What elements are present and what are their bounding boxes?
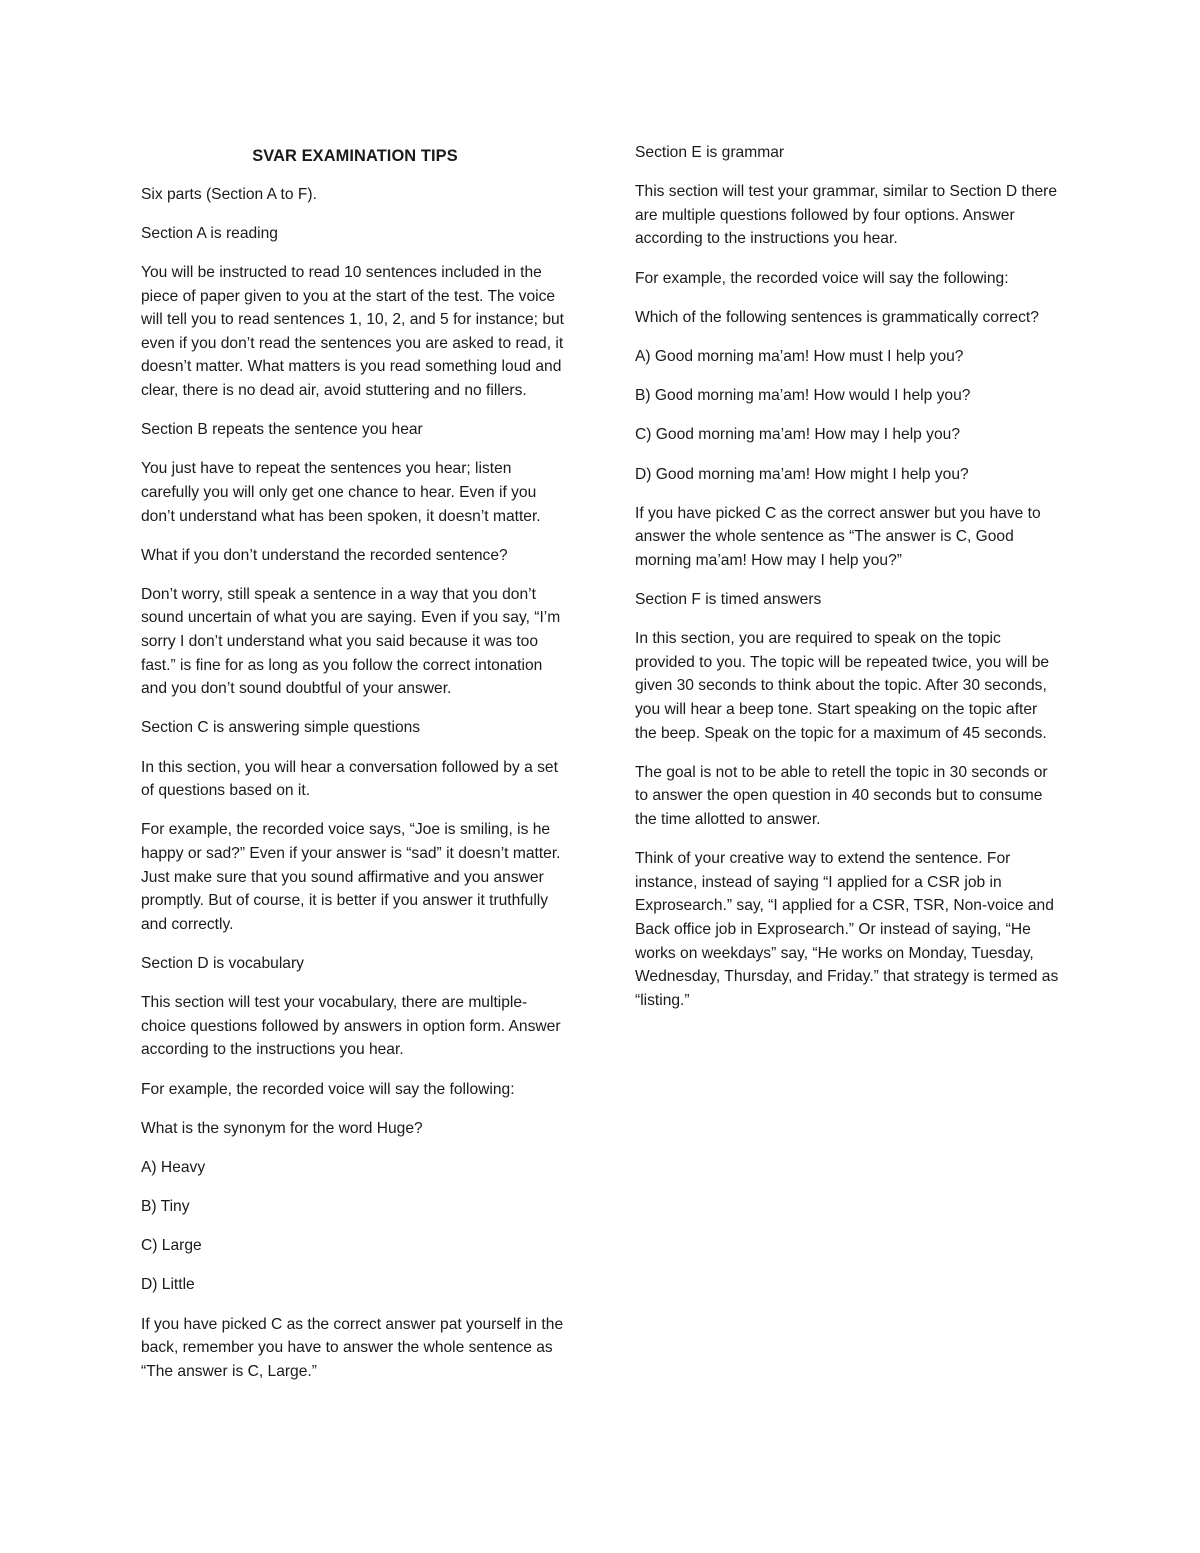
section-e-option-b: B) Good morning ma’am! How would I help you? <box>635 387 971 405</box>
section-e-heading: Section E is grammar <box>635 144 785 161</box>
intro-paragraph: Six parts (Section A to F). <box>141 185 317 203</box>
right-column <box>635 141 1063 1028</box>
left-column <box>141 141 569 1399</box>
section-d-option-b: B) Tiny <box>141 1198 190 1216</box>
section-f-strategy-paragraph: Think of your creative way to extend the sentence. For instance, instead of saying “I applied for a CSR job in Exprosearch.” say, “I applied for a CSR, TSR, Non-voice and Back office job in Exprosearch.” Or instead of saying, “He works on weekdays” say, “He works on Monday, Tuesday, Wednesday, Thursday, and Friday.” that strategy is termed as “listing.” <box>635 850 1059 1009</box>
section-e-option-d: D) Good morning ma’am! How might I help you? <box>635 465 969 483</box>
section-e-example-intro: For example, the recorded voice will say the following: <box>635 269 1009 287</box>
section-d-question: What is the synonym for the word Huge? <box>141 1119 423 1137</box>
section-d-heading: Section D is vocabulary <box>141 954 304 972</box>
section-e-paragraph: This section will test your grammar, similar to Section D there are multiple questions followed by four options. Answer according to the instructions you hear. <box>635 183 1058 248</box>
section-b-question: What if you don’t understand the recorded sentence? <box>141 546 508 564</box>
section-d-option-d: D) Little <box>141 1276 195 1294</box>
section-a-heading: Section A is reading <box>141 224 278 242</box>
section-b-answer-paragraph: Don’t worry, still speak a sentence in a way that you don’t sound uncertain of what you are saying. Even if you say, “I’m sorry I don’t understand what you said because it was too fast.” is fine for as long as you follow the correct intonation and you don’t sound doubtful of your answer. <box>141 585 561 698</box>
section-f-goal-paragraph: The goal is not to be able to retell the topic in 30 seconds or to answer the open question in 40 seconds but to consume the time allotted to answer. <box>635 763 1048 828</box>
document-title: SVAR EXAMINATION TIPS <box>252 147 458 165</box>
section-c-heading: Section C is answering simple questions <box>141 719 421 737</box>
section-c-example-paragraph: For example, the recorded voice says, “Joe is smiling, is he happy or sad?” Even if your answer is “sad” it doesn’t matter. Just make sure that you sound affirmative and you answer promptly. But of course, it is better if you answer it truthfully and correctly. <box>141 821 561 933</box>
section-c-paragraph: In this section, you will hear a conversation followed by a set of questions based on it. <box>141 758 558 800</box>
section-f-paragraph: In this section, you are required to speak on the topic provided to you. The topic will be repeated twice, you will be given 30 seconds to think about the topic. After 30 seconds, you will hear a beep tone. Start speaking on the topic after the beep. Speak on the topic for a maximum of 45 seconds. <box>635 630 1050 742</box>
section-e-answer-paragraph: If you have picked C as the correct answer but you have to answer the whole sentence as “The answer is C, Good morning ma’am! How may I help you?” <box>635 504 1041 569</box>
section-a-paragraph: You will be instructed to read 10 sentences included in the piece of paper given to you at the start of the test. The voice will tell you to read sentences 1, 10, 2, and 5 for instance; but even if you don’t read the sentences you are asked to read, it doesn’t matter. What matters is you read something loud and clear, there is no dead air, avoid stuttering and no fillers. <box>141 263 565 399</box>
section-e-option-c: C) Good morning ma’am! How may I help you? <box>635 426 961 444</box>
section-d-option-a: A) Heavy <box>141 1158 206 1176</box>
section-d-example-intro: For example, the recorded voice will say the following: <box>141 1080 515 1098</box>
section-e-option-a: A) Good morning ma’am! How must I help you? <box>635 347 964 365</box>
section-b-heading: Section B repeats the sentence you hear <box>141 421 423 439</box>
section-d-answer-paragraph: If you have picked C as the correct answer pat yourself in the back, remember you have to answer the whole sentence as “The answer is C, Large.” <box>141 1315 564 1380</box>
section-b-paragraph: You just have to repeat the sentences you hear; listen carefully you will only get one chance to hear. Even if you don’t understand what has been spoken, it doesn’t matter. <box>141 460 541 525</box>
section-f-heading: Section F is timed answers <box>635 591 822 609</box>
section-e-question: Which of the following sentences is grammatically correct? <box>635 308 1039 326</box>
section-d-option-c: C) Large <box>141 1237 202 1255</box>
section-d-paragraph: This section will test your vocabulary, there are multiple-choice questions followed by answers in option form. Answer according to the instructions you hear. <box>141 994 561 1059</box>
